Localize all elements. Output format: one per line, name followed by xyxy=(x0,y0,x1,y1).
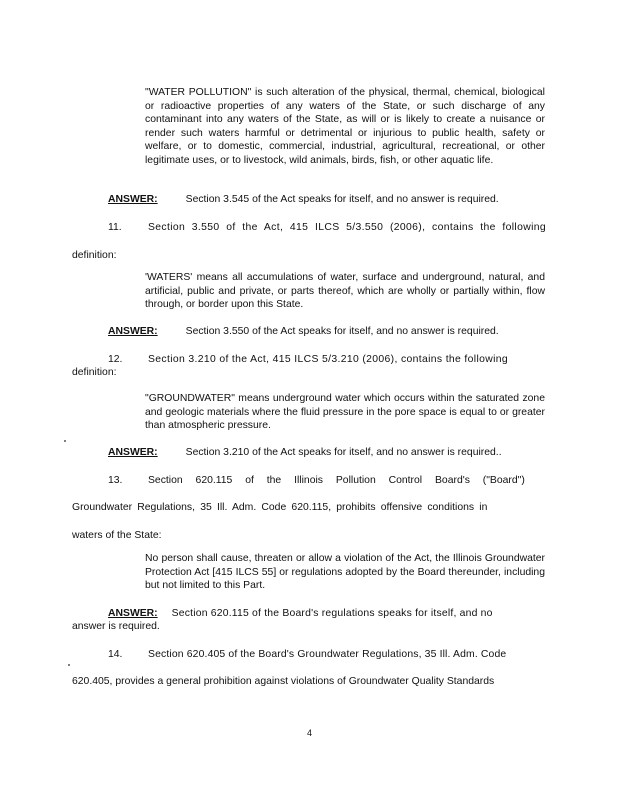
paragraph-number: 11. xyxy=(108,222,122,233)
answer-10-text: Section 3.545 of the Act speaks for itself, and no answer is required. xyxy=(185,194,499,205)
paragraph-11-line2: definition: xyxy=(72,250,117,261)
answer-10 xyxy=(108,193,499,207)
answer-13-line2: answer is required. xyxy=(72,621,160,632)
paragraph-12-line2: definition: xyxy=(72,367,117,378)
paragraph-number: 13. xyxy=(108,475,123,486)
paragraph-number: 14. xyxy=(108,649,123,660)
answer-11-text: Section 3.550 of the Act speaks for itself, and no answer is required. xyxy=(185,326,499,337)
paragraph-13-text: Section 620.115 of the Illinois Pollution Control Board's ("Board") xyxy=(148,475,525,486)
answer-label: ANSWER: xyxy=(108,608,158,619)
page-number: 4 xyxy=(306,728,312,738)
paragraph-12-text: Section 3.210 of the Act, 415 ILCS 5/3.210 (2006), contains the following xyxy=(148,354,509,365)
paragraph-14-text: Section 620.405 of the Board's Groundwater Regulations, 35 Ill. Adm. Code xyxy=(148,649,507,660)
scan-speck xyxy=(68,664,70,666)
quote-groundwater: "GROUNDWATER" means underground water which occurs within the saturated zone and geologic materials where the fluid pressure in the pore space is equal to or greater than atmospheric pressure. xyxy=(145,393,545,432)
paragraph-number: 12. xyxy=(108,354,123,365)
answer-12-text: Section 3.210 of the Act speaks for itself, and no answer is required.. xyxy=(185,447,502,458)
paragraph-14-line1 xyxy=(108,648,506,662)
paragraph-13-line2: Groundwater Regulations, 35 Ill. Adm. Code 620.115, prohibits offensive conditions in xyxy=(72,502,488,513)
answer-label: ANSWER: xyxy=(108,447,158,458)
paragraph-13-line1 xyxy=(108,474,525,488)
paragraph-11-text: Section 3.550 of the Act, 415 ILCS 5/3.550 (2006), contains the following xyxy=(148,222,546,233)
quote-waters: 'WATERS' means all accumulations of water, surface and underground, natural, and artificial, public and private, or parts thereof, which are wholly or partially within, flow through, or border upon this State. xyxy=(145,272,545,311)
paragraph-13-line3: waters of the State: xyxy=(72,530,162,541)
answer-13-line1 xyxy=(108,607,493,621)
scan-speck xyxy=(64,440,66,442)
paragraph-11-line1 xyxy=(72,221,546,235)
answer-label: ANSWER: xyxy=(108,194,158,205)
paragraph-12-line1 xyxy=(108,353,508,367)
answer-12 xyxy=(108,446,502,460)
quote-water-pollution: "WATER POLLUTION" is such alteration of the physical, thermal, chemical, biological or radioactive properties of any waters of the State, or such discharge of any contaminant into any waters of the State, as will or is likely to create a nuisance or render such waters harmful or detrimental or injurious to public health, safety or welfare, or to domestic, commercial, industrial, agricultural, recreational, or other legitimate uses, or to livestock, wild animals, birds, fish, or other aquatic life. xyxy=(145,87,545,166)
paragraph-14-line2: 620.405, provides a general prohibition against violations of Groundwater Quality Standards xyxy=(72,676,495,687)
answer-13-text: Section 620.115 of the Board's regulations speaks for itself, and no xyxy=(171,608,493,619)
answer-11 xyxy=(108,325,499,339)
quote-no-person: No person shall cause, threaten or allow a violation of the Act, the Illinois Groundwater Protection Act [415 ILCS 55] or regulations adopted by the Board thereunder, including but not limited to this Part. xyxy=(145,553,545,592)
answer-label: ANSWER: xyxy=(108,326,158,337)
